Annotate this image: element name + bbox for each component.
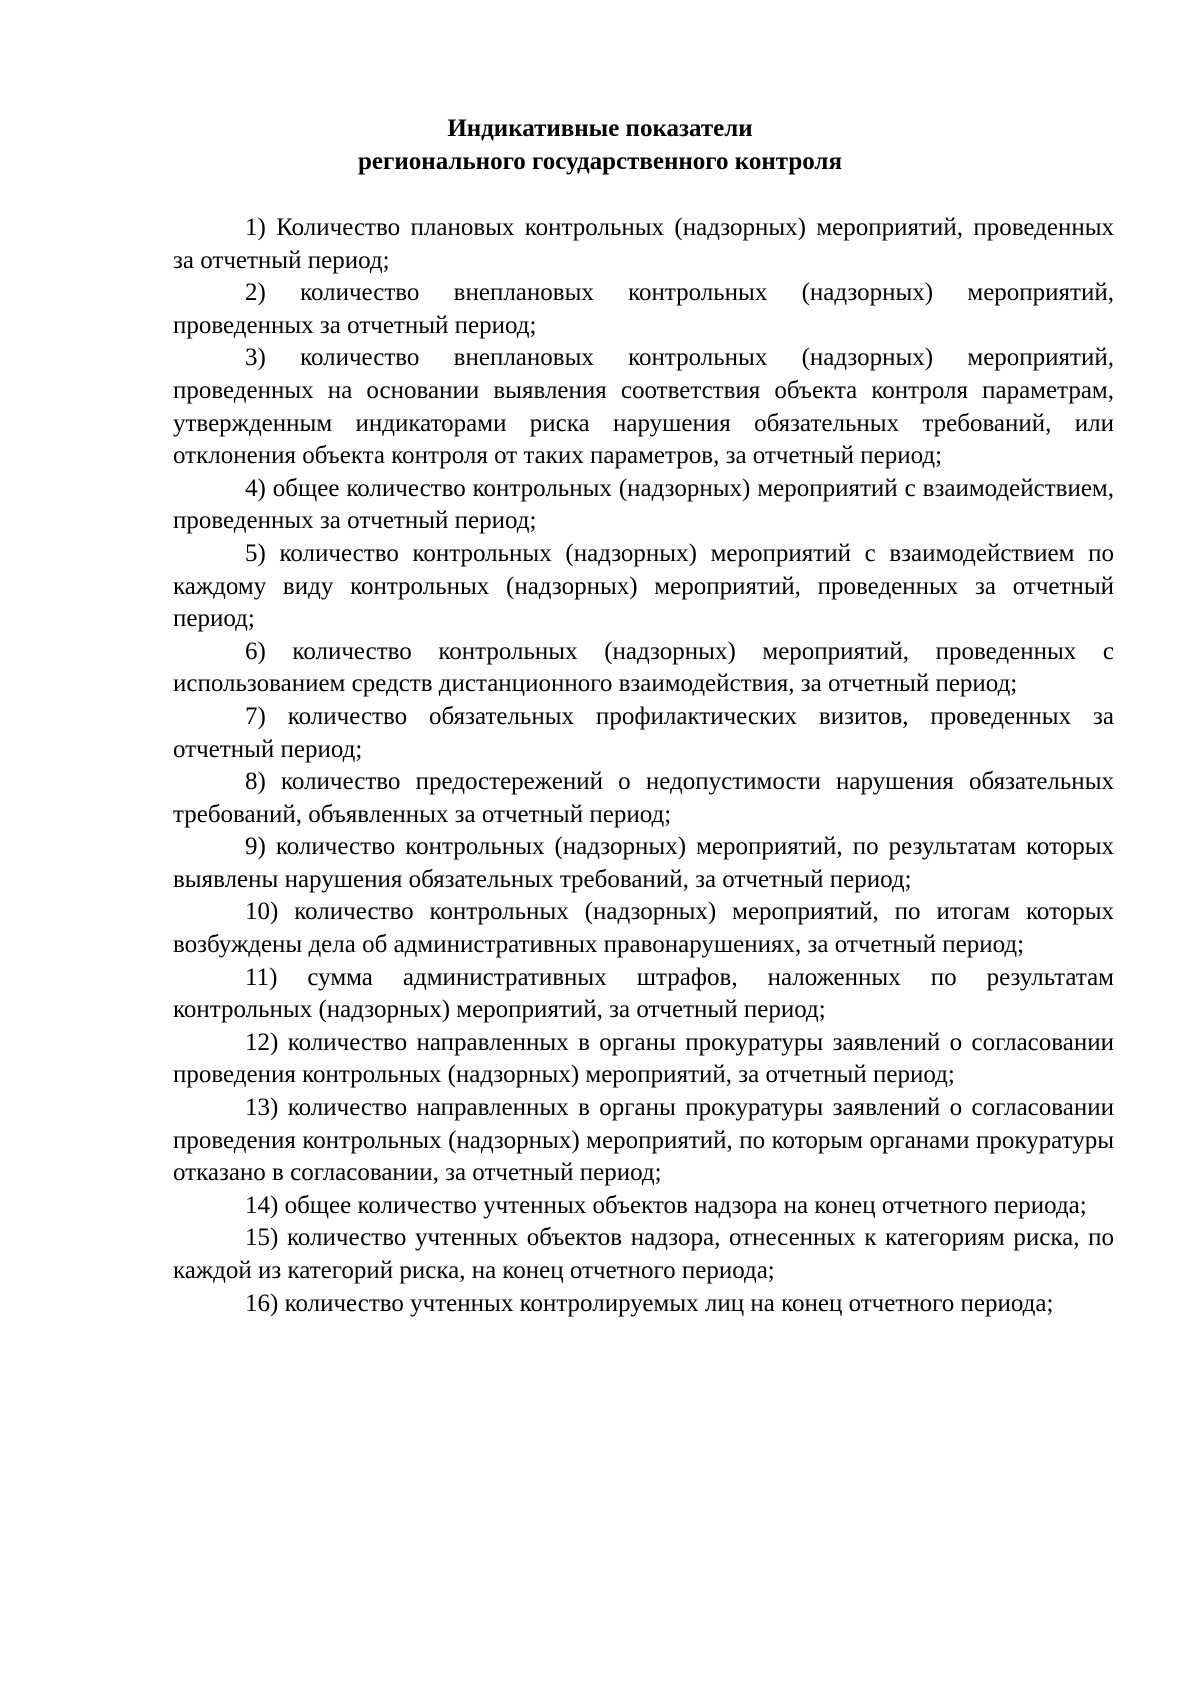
list-item: 8) количество предостережений о недопустимости нарушения обязательных требований, объявленных за отчетный период; (173, 768, 1114, 828)
list-item: 6) количество контрольных (надзорных) мероприятий, проведенных с использованием средств дистанционного взаимодействия, за отчетный период; (173, 637, 1114, 698)
list-item: 5) количество контрольных (надзорных) мероприятий с взаимодействием по каждому виду контрольных (надзорных) мероприятий, проведенных за отчетный период; (173, 539, 1114, 633)
list-item: 1) Количество плановых контрольных (надзорных) мероприятий, проведенных за отчетный период; (173, 214, 1114, 274)
title-line-2: регионального государственного контроля (358, 148, 842, 175)
title-line-1: Индикативные показатели (447, 115, 753, 142)
document-title (0, 112, 1200, 178)
list-item: 12) количество направленных в органы прокуратуры заявлений о согласовании проведения контрольных (надзорных) мероприятий, за отчетный период; (173, 1028, 1114, 1089)
list-item: 15) количество учтенных объектов надзора, отнесенных к категориям риска, по каждой из категорий риска, на конец отчетного периода; (173, 1224, 1114, 1284)
list-item: 3) количество внеплановых контрольных (надзорных) мероприятий, проведенных на основании выявления соответствия объекта контроля параметрам, утвержденным индикаторами риска нарушения обязательных требований, или отклонения объекта контроля от таких параметров, за отчетный период; (173, 344, 1114, 470)
list-item: 11) сумма административных штрафов, наложенных по результатам контрольных (надзорных) мероприятий, за отчетный период; (173, 963, 1114, 1024)
list-item: 9) количество контрольных (надзорных) мероприятий, по результатам которых выявлены нарушения обязательных требований, за отчетный период; (173, 833, 1114, 893)
list-item: 10) количество контрольных (надзорных) мероприятий, по итогам которых возбуждены дела об административных правонарушениях, за отчетный период; (173, 898, 1114, 959)
indicator-list (173, 212, 1114, 1320)
list-item: 13) количество направленных в органы прокуратуры заявлений о согласовании проведения контрольных (надзорных) мероприятий, по которым органами прокуратуры отказано в согласовании, за отчетный период; (173, 1094, 1114, 1187)
list-item: 14) общее количество учтенных объектов надзора на конец отчетного периода; (245, 1191, 1087, 1219)
list-item: 4) общее количество контрольных (надзорных) мероприятий с взаимодействием, проведенных за отчетный период; (173, 474, 1114, 535)
list-item: 2) количество внеплановых контрольных (надзорных) мероприятий, проведенных за отчетный период; (173, 279, 1114, 339)
list-item: 16) количество учтенных контролируемых лиц на конец отчетного периода; (245, 1289, 1054, 1317)
list-item: 7) количество обязательных профилактических визитов, проведенных за отчетный период; (173, 702, 1114, 763)
